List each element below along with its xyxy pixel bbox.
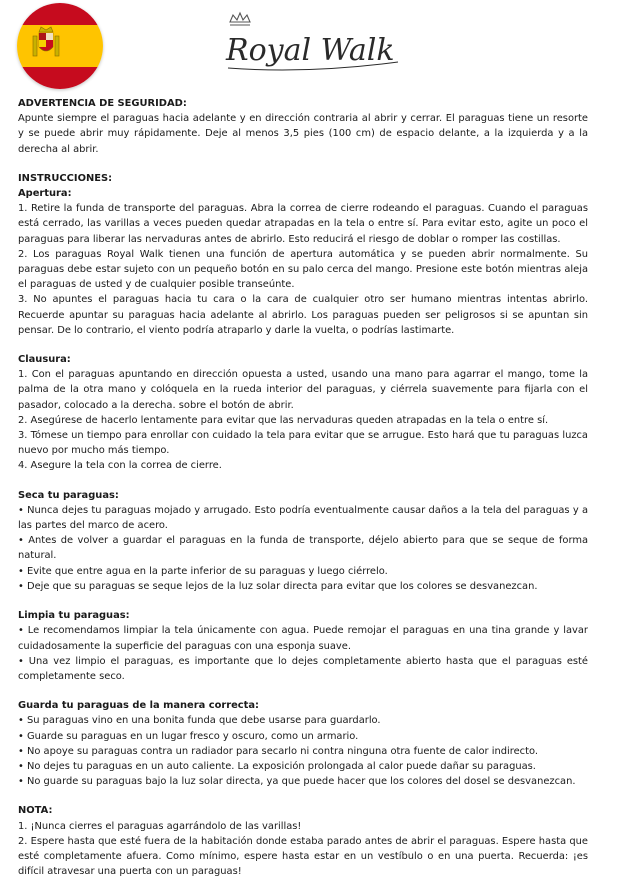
storing-item: • Su paraguas vino en una bonita funda que debe usarse para guardarlo. xyxy=(18,715,381,727)
spain-flag-icon xyxy=(17,3,103,89)
storing-item: • No guarde su paraguas bajo la luz solar directa, ya que puede hacer que los colores del dosel se desvanezcan. xyxy=(18,776,576,788)
closing-item: 1. Con el paraguas apuntando en dirección opuesta a usted, usando una mano para agarrar el mango, tome la palma de la otra mano y colóquela en la rueda interior del paraguas, y ciérrela suavemente para fijarla con el pasador, colocado a la derecha. sobre el botón de abrir. xyxy=(18,369,588,411)
opening-title: Apertura: xyxy=(18,188,72,200)
drying-item: • Antes de volver a guardar el paraguas en la funda de transporte, déjelo abierto para que se seque de forma natural. xyxy=(18,535,588,562)
closing-item: 4. Asegure la tela con la correa de cierre. xyxy=(18,460,222,472)
note-title: NOTA: xyxy=(18,805,53,817)
cleaning-item: • Le recomendamos limpiar la tela únicamente con agua. Puede remojar el paraguas en una tina grande y lavar cuidadosamente la superficie del paraguas con una esponja suave. xyxy=(18,625,588,652)
crown-icon xyxy=(230,13,250,25)
opening-item: 2. Los paraguas Royal Walk tienen una función de apertura automática y se pueden abrir normalmente. Su paraguas debe estar sujeto con un pequeño botón en su palo cerca del mango. Presione este botón mientras aleja el paraguas de usted y de cualquier posible transeúnte. xyxy=(18,248,588,291)
opening-item: 1. Retire la funda de transporte del paraguas. Abra la correa de cierre rodeando el paraguas. Cuando el paraguas está cerrado, las varillas a veces pueden quedar atrapadas en la tela o entre sí. Para evitar esto, agite un poco el paraguas para liberar las nervaduras antes de abrirlo. Esto reducirá el riesgo de doblar o romper las costillas. xyxy=(18,203,588,245)
drying-title: Seca tu paraguas: xyxy=(18,489,119,501)
drying-item: • Deje que su paraguas se seque lejos de la luz solar directa para evitar que los colores se desvanezcan. xyxy=(18,580,538,592)
brand-logo-text: Royal Walk xyxy=(226,33,395,68)
cleaning-item: • Una vez limpio el paraguas, es importante que lo dejes completamente abierto hasta que el paraguas esté completamente seco. xyxy=(18,655,588,682)
royal-walk-logo xyxy=(218,8,418,88)
closing-item: 3. Tómese un tiempo para enrollar con cuidado la tela para evitar que se arrugue. Esto hará que tu paraguas luzca nuevo por mucho más tiempo. xyxy=(18,430,588,457)
cleaning-title: Limpia tu paraguas: xyxy=(18,610,130,622)
warning-text: Apunte siempre el paraguas hacia adelante y en dirección contraria al abrir y cerrar. El paraguas tiene un resorte y se puede abrir muy rápidamente. Deje al menos 3,5 pies (100 cm) de espacio delante, a la izquierda y a la derecha al abrir. xyxy=(18,113,588,155)
opening-item: 3. No apuntes el paraguas hacia tu cara o la cara de cualquier otro ser humano mientras intentas abrirlo. Recuerde apuntar su paraguas hacia adelante al abrirlo. Los paraguas pueden ser peligrosos si se apuntan sin pensar. De lo contrario, el viento podría atraparlo y darle la vuelta, o podrías lastimarte. xyxy=(18,294,588,336)
document-body xyxy=(18,96,588,879)
storing-title: Guarda tu paraguas de la manera correcta: xyxy=(18,700,259,712)
storing-item: • Guarde su paraguas en un lugar fresco y oscuro, como un armario. xyxy=(18,730,359,742)
header xyxy=(0,0,627,95)
closing-item: 2. Asegúrese de hacerlo lentamente para evitar que las nervaduras queden atrapadas en la tela o entre sí. xyxy=(18,414,549,426)
warning-title: ADVERTENCIA DE SEGURIDAD: xyxy=(18,98,187,109)
storing-item: • No dejes tu paraguas en un auto caliente. La exposición prolongada al calor puede dañar su paraguas. xyxy=(18,760,536,772)
note-item: 2. Espere hasta que esté fuera de la habitación donde estaba parado antes de abrir el paraguas. Espere hasta que esté completamente afuera. Como mínimo, espere hasta estar en un vestíbulo o en una puerta. Recuerda: ¡es difícil atravesar una puerta con un paraguas! xyxy=(18,835,588,878)
storing-item: • No apoye su paraguas contra un radiador para secarlo ni contra ninguna otra fuente de calor indirecto. xyxy=(18,745,538,757)
drying-item: • Nunca dejes tu paraguas mojado y arrugado. Esto podría eventualmente causar daños a la tela del paraguas y a las partes del marco de acero. xyxy=(18,504,588,532)
note-item: 1. ¡Nunca cierres el paraguas agarrándolo de las varillas! xyxy=(18,820,302,832)
instructions-title: INSTRUCCIONES: xyxy=(18,172,113,184)
drying-item: • Evite que entre agua en la parte inferior de su paraguas y luego ciérrelo. xyxy=(18,565,388,577)
closing-title: Clausura: xyxy=(18,354,71,366)
